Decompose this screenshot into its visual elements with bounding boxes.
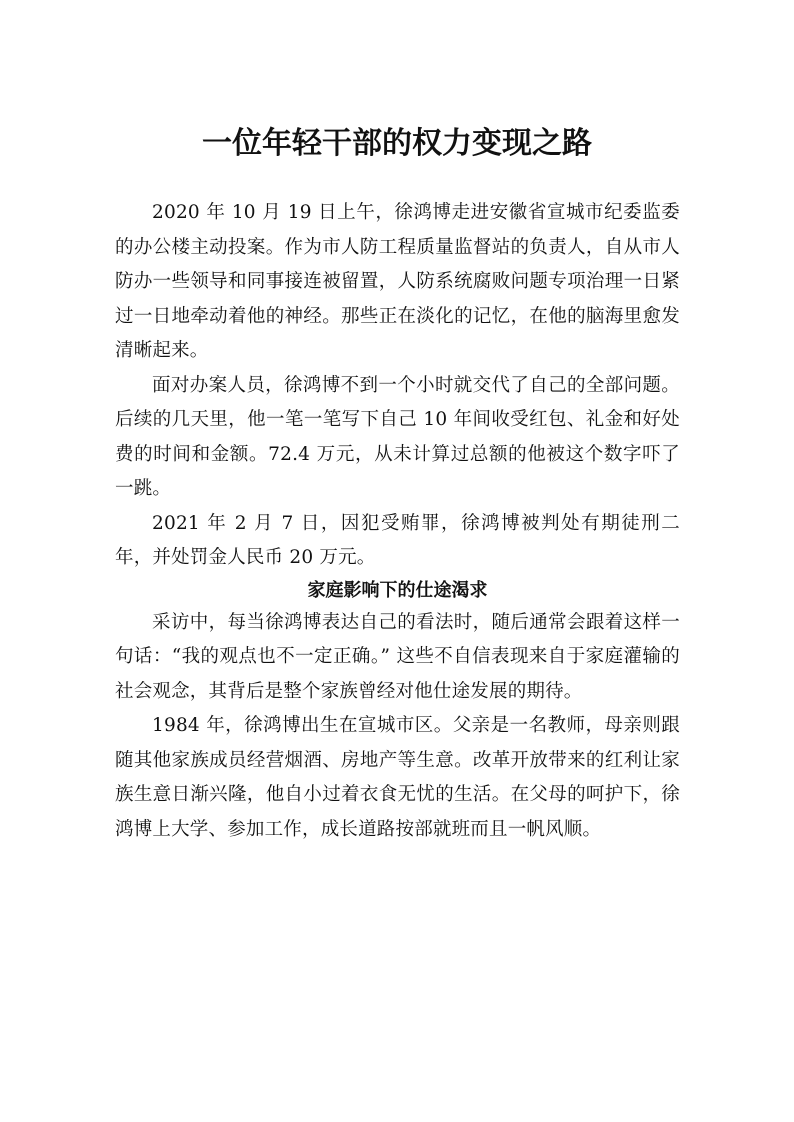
paragraph-background: 1984 年，徐鸿博出生在宣城市区。父亲是一名教师，母亲则跟随其他家族成员经营烟酒、房地产等生意。改革开放带来的红利让家族生意日渐兴隆，他自小过着衣食无忧的生活。在父母的呵护下，徐鸿博上大学、参加工作，成长道路按部就班而且一帆风顺。: [115, 715, 680, 840]
document-title: 一位年轻干部的权力变现之路: [202, 126, 592, 162]
section-heading: 家庭影响下的仕途渴求: [307, 579, 488, 601]
paragraph-surrender: 2020 年 10 月 19 日上午，徐鸿博走进安徽省宣城市纪委监委的办公楼主动投案。作为市人防工程质量监督站的负责人，自从市人防办一些领导和同事接连被留置，人防系统腐败问题专项治理一日紧过一日地牵动着他的神经。那些正在淡化的记忆，在他的脑海里愈发清晰起来。: [115, 202, 680, 361]
paragraph-interview: 采访中，每当徐鸿博表达自己的看法时，随后通常会跟着这样一句话：“我的观点也不一定正确。” 这些不自信表现来自于家庭灌输的社会观念，其背后是整个家族曾经对他仕途发展的期待。: [115, 611, 680, 702]
article-body: [115, 196, 680, 847]
paragraph-confession: 面对办案人员，徐鸿博不到一个小时就交代了自己的全部问题。后续的几天里，他一笔一笔写下自己 10 年间收受红包、礼金和好处费的时间和金额。72.4 万元，从未计算过总额的他被这个数字吓了一跳。: [115, 374, 680, 499]
paragraph-sentence: 2021 年 2 月 7 日，因犯受贿罪，徐鸿博被判处有期徒刑二年，并处罚金人民币 20 万元。: [115, 512, 680, 568]
